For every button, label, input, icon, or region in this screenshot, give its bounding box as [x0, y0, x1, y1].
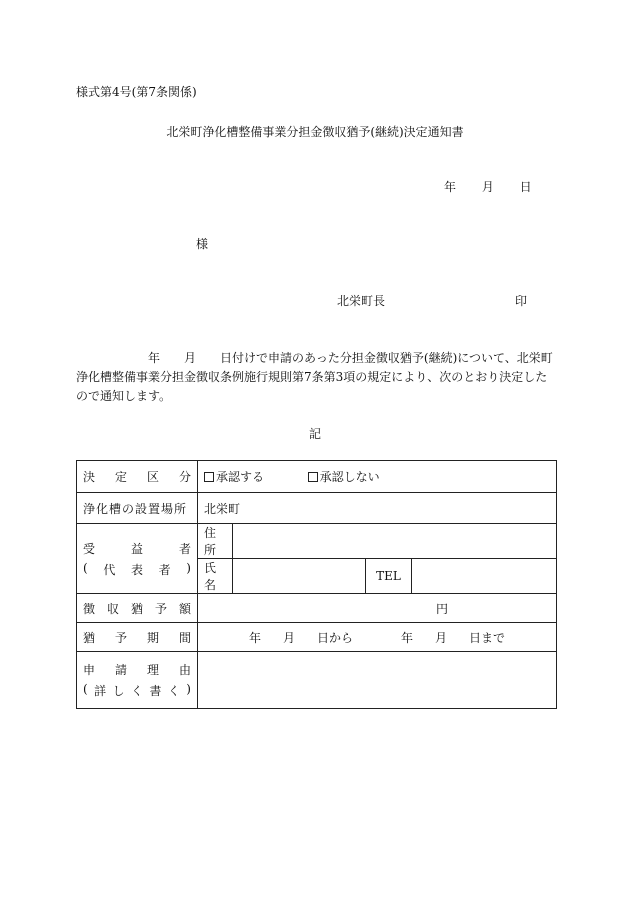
label-char: 受: [83, 541, 96, 556]
label-char: 徴: [83, 601, 96, 616]
row-decision: [77, 461, 557, 493]
label-char: 期: [146, 630, 159, 645]
address-label: 住所: [198, 524, 233, 559]
label-char: く: [130, 684, 143, 698]
label-char: 者: [178, 541, 191, 556]
label-char: 表: [130, 562, 143, 577]
label-char: 由: [178, 663, 191, 677]
period-end-year: 年: [401, 630, 414, 645]
period-field[interactable]: [198, 623, 557, 652]
label-char: 定: [114, 470, 127, 484]
name-field[interactable]: [233, 559, 366, 594]
row-period: [77, 623, 557, 652]
label-char: (: [83, 560, 88, 575]
label-char: 者: [158, 562, 171, 577]
reject-label: 承認しない: [319, 470, 380, 484]
period-end-day: 日まで: [469, 630, 506, 645]
label-char: 理: [146, 663, 159, 677]
label-location: 浄化槽の設置場所: [77, 493, 198, 524]
checkbox-reject[interactable]: [308, 472, 318, 482]
tel-label: TEL: [366, 559, 412, 594]
body-paragraph: 年 月 日付けで申請のあった分担金徴収猶予(継続)について、北栄町浄化槽整備事業分担金徴収条例施行規則第7条第3項の規定により、次のとおり決定したので通知します。: [76, 351, 553, 403]
label-char: 申: [83, 663, 96, 677]
label-char: (: [83, 682, 88, 696]
approve-option[interactable]: [204, 468, 264, 485]
label-char: 予: [114, 630, 127, 645]
mayor-name: 北栄町長: [337, 294, 386, 308]
label-period: [77, 623, 198, 652]
form-number: 様式第4号(第7条関係): [76, 85, 197, 99]
decision-table: [76, 460, 557, 709]
label-char: 請: [114, 663, 127, 677]
label-char: ): [186, 682, 191, 696]
period-start-day: 日から: [316, 630, 353, 645]
row-address: [77, 524, 557, 559]
ki-heading: 記: [308, 427, 321, 441]
label-char: 猶: [130, 601, 143, 616]
label-char: 予: [154, 601, 167, 616]
name-label: 氏名: [198, 559, 233, 594]
checkbox-approve[interactable]: [204, 472, 214, 482]
label-beneficiary: [77, 524, 198, 594]
period-end-month: 月: [435, 630, 448, 645]
period-start-year: 年: [248, 630, 261, 645]
address-field[interactable]: [233, 524, 557, 559]
label-char: 間: [178, 630, 191, 645]
label-char: 詳: [94, 684, 107, 698]
label-char: 決: [83, 470, 96, 484]
location-value[interactable]: 北栄町: [198, 493, 557, 524]
label-char: 収: [106, 601, 119, 616]
label-char: 書: [149, 684, 162, 698]
approve-label: 承認する: [216, 470, 265, 484]
label-char: 分: [178, 470, 191, 484]
amount-field[interactable]: 円: [198, 594, 557, 623]
tel-field[interactable]: [412, 559, 557, 594]
reason-field[interactable]: [198, 652, 557, 709]
document-title: 北栄町浄化槽整備事業分担金徴収猶予(継続)決定通知書: [166, 125, 464, 139]
row-reason: [77, 652, 557, 709]
decision-options: [198, 461, 557, 493]
label-decision: [77, 461, 198, 493]
label-amount: [77, 594, 198, 623]
label-char: し: [112, 684, 125, 698]
addressee-suffix: 様: [196, 237, 209, 251]
row-amount: [77, 594, 557, 623]
label-char: 益: [130, 541, 143, 556]
label-char: 額: [178, 601, 191, 616]
row-location: [77, 493, 557, 524]
label-char: 猶: [83, 630, 96, 645]
label-reason: [77, 652, 198, 709]
label-char: く: [167, 684, 180, 698]
label-char: 区: [146, 470, 159, 484]
date-line: 年 月 日: [444, 180, 532, 194]
label-char: 代: [103, 562, 116, 577]
period-start-month: 月: [282, 630, 295, 645]
reject-option[interactable]: [308, 468, 380, 485]
seal-mark: 印: [515, 294, 528, 308]
label-char: ): [186, 560, 191, 575]
